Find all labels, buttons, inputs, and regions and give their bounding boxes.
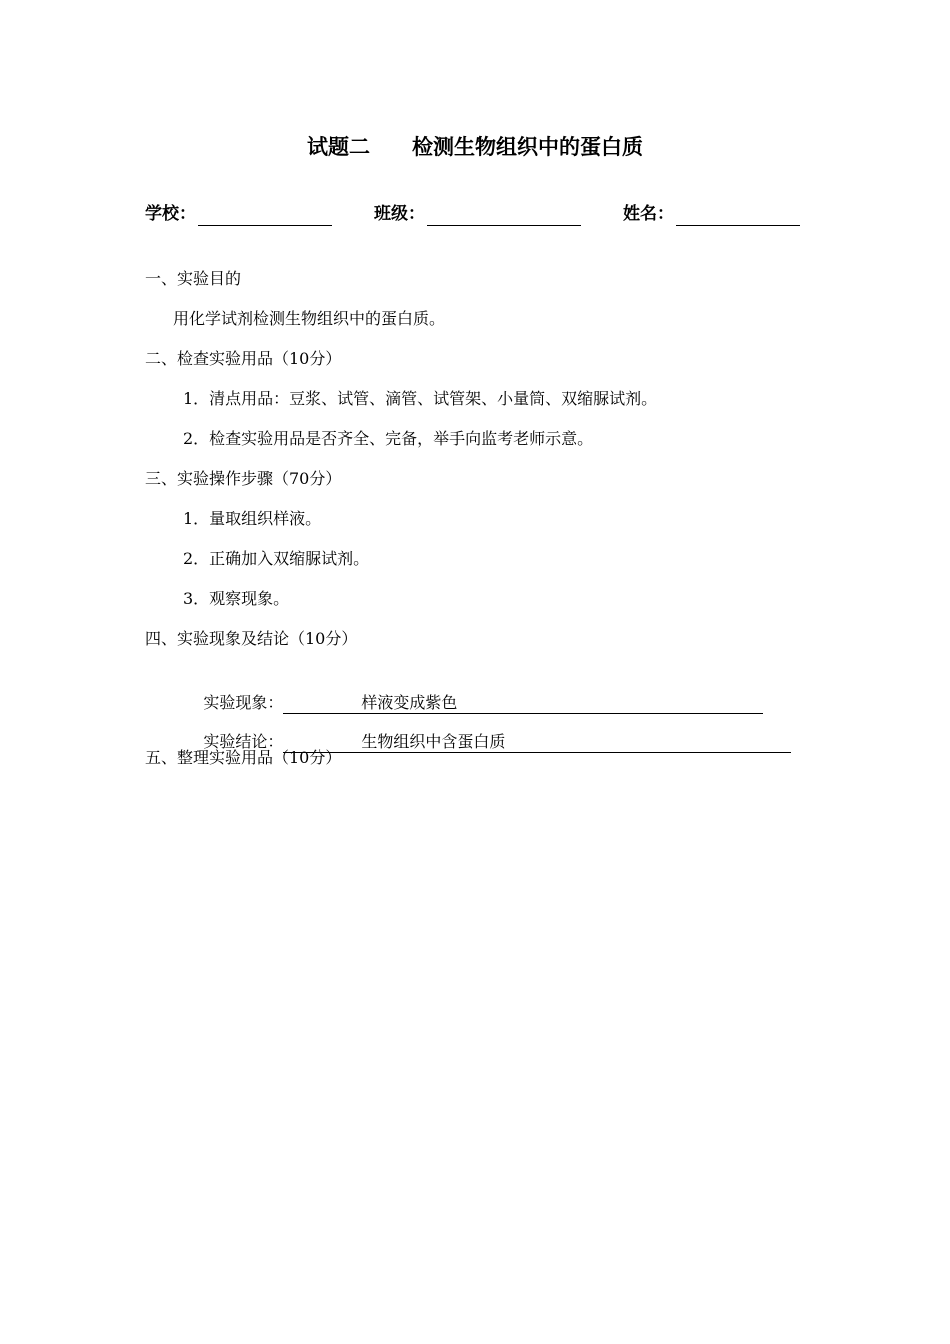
class-field [374, 202, 581, 226]
school-blank-line[interactable] [198, 205, 332, 226]
section-3-item-1: 1．量取组织样液。 [183, 509, 322, 528]
section-2-heading: 二、检查实验用品（10分） [145, 349, 342, 368]
class-blank-line[interactable] [427, 205, 581, 226]
phenomenon-answer: 样液变成紫色 [283, 692, 763, 714]
section-2-item-1: 1．清点用品：豆浆、试管、滴管、试管架、小量筒、双缩脲试剂。 [183, 389, 658, 408]
section-4-heading: 四、实验现象及结论（10分） [145, 629, 358, 648]
page-title: 试题二 检测生物组织中的蛋白质 [307, 135, 643, 159]
phenomenon-label: 实验现象： [203, 693, 284, 712]
section-3-item-2: 2．正确加入双缩脲试剂。 [183, 549, 370, 568]
section-3-heading: 三、实验操作步骤（70分） [145, 469, 342, 488]
section-1-text: 用化学试剂检测生物组织中的蛋白质。 [173, 309, 446, 328]
section-2-item-2: 2．检查实验用品是否齐全、完备，举手向监考老师示意。 [183, 429, 594, 448]
name-field [623, 202, 800, 226]
school-label: 学校： [145, 204, 196, 224]
name-blank-line[interactable] [676, 205, 800, 226]
section-5-heading: 五、整理实验用品（10分） [145, 748, 342, 767]
section-3-item-3: 3．观察现象。 [183, 589, 290, 608]
student-info-row [0, 202, 950, 230]
conclusion-answer: 生物组织中含蛋白质 [283, 731, 791, 753]
section-1-heading: 一、实验目的 [145, 269, 242, 288]
conclusion-label: 实验结论： [203, 732, 284, 751]
class-label: 班级： [374, 204, 425, 224]
name-label: 姓名： [623, 204, 674, 224]
school-field [145, 202, 332, 226]
